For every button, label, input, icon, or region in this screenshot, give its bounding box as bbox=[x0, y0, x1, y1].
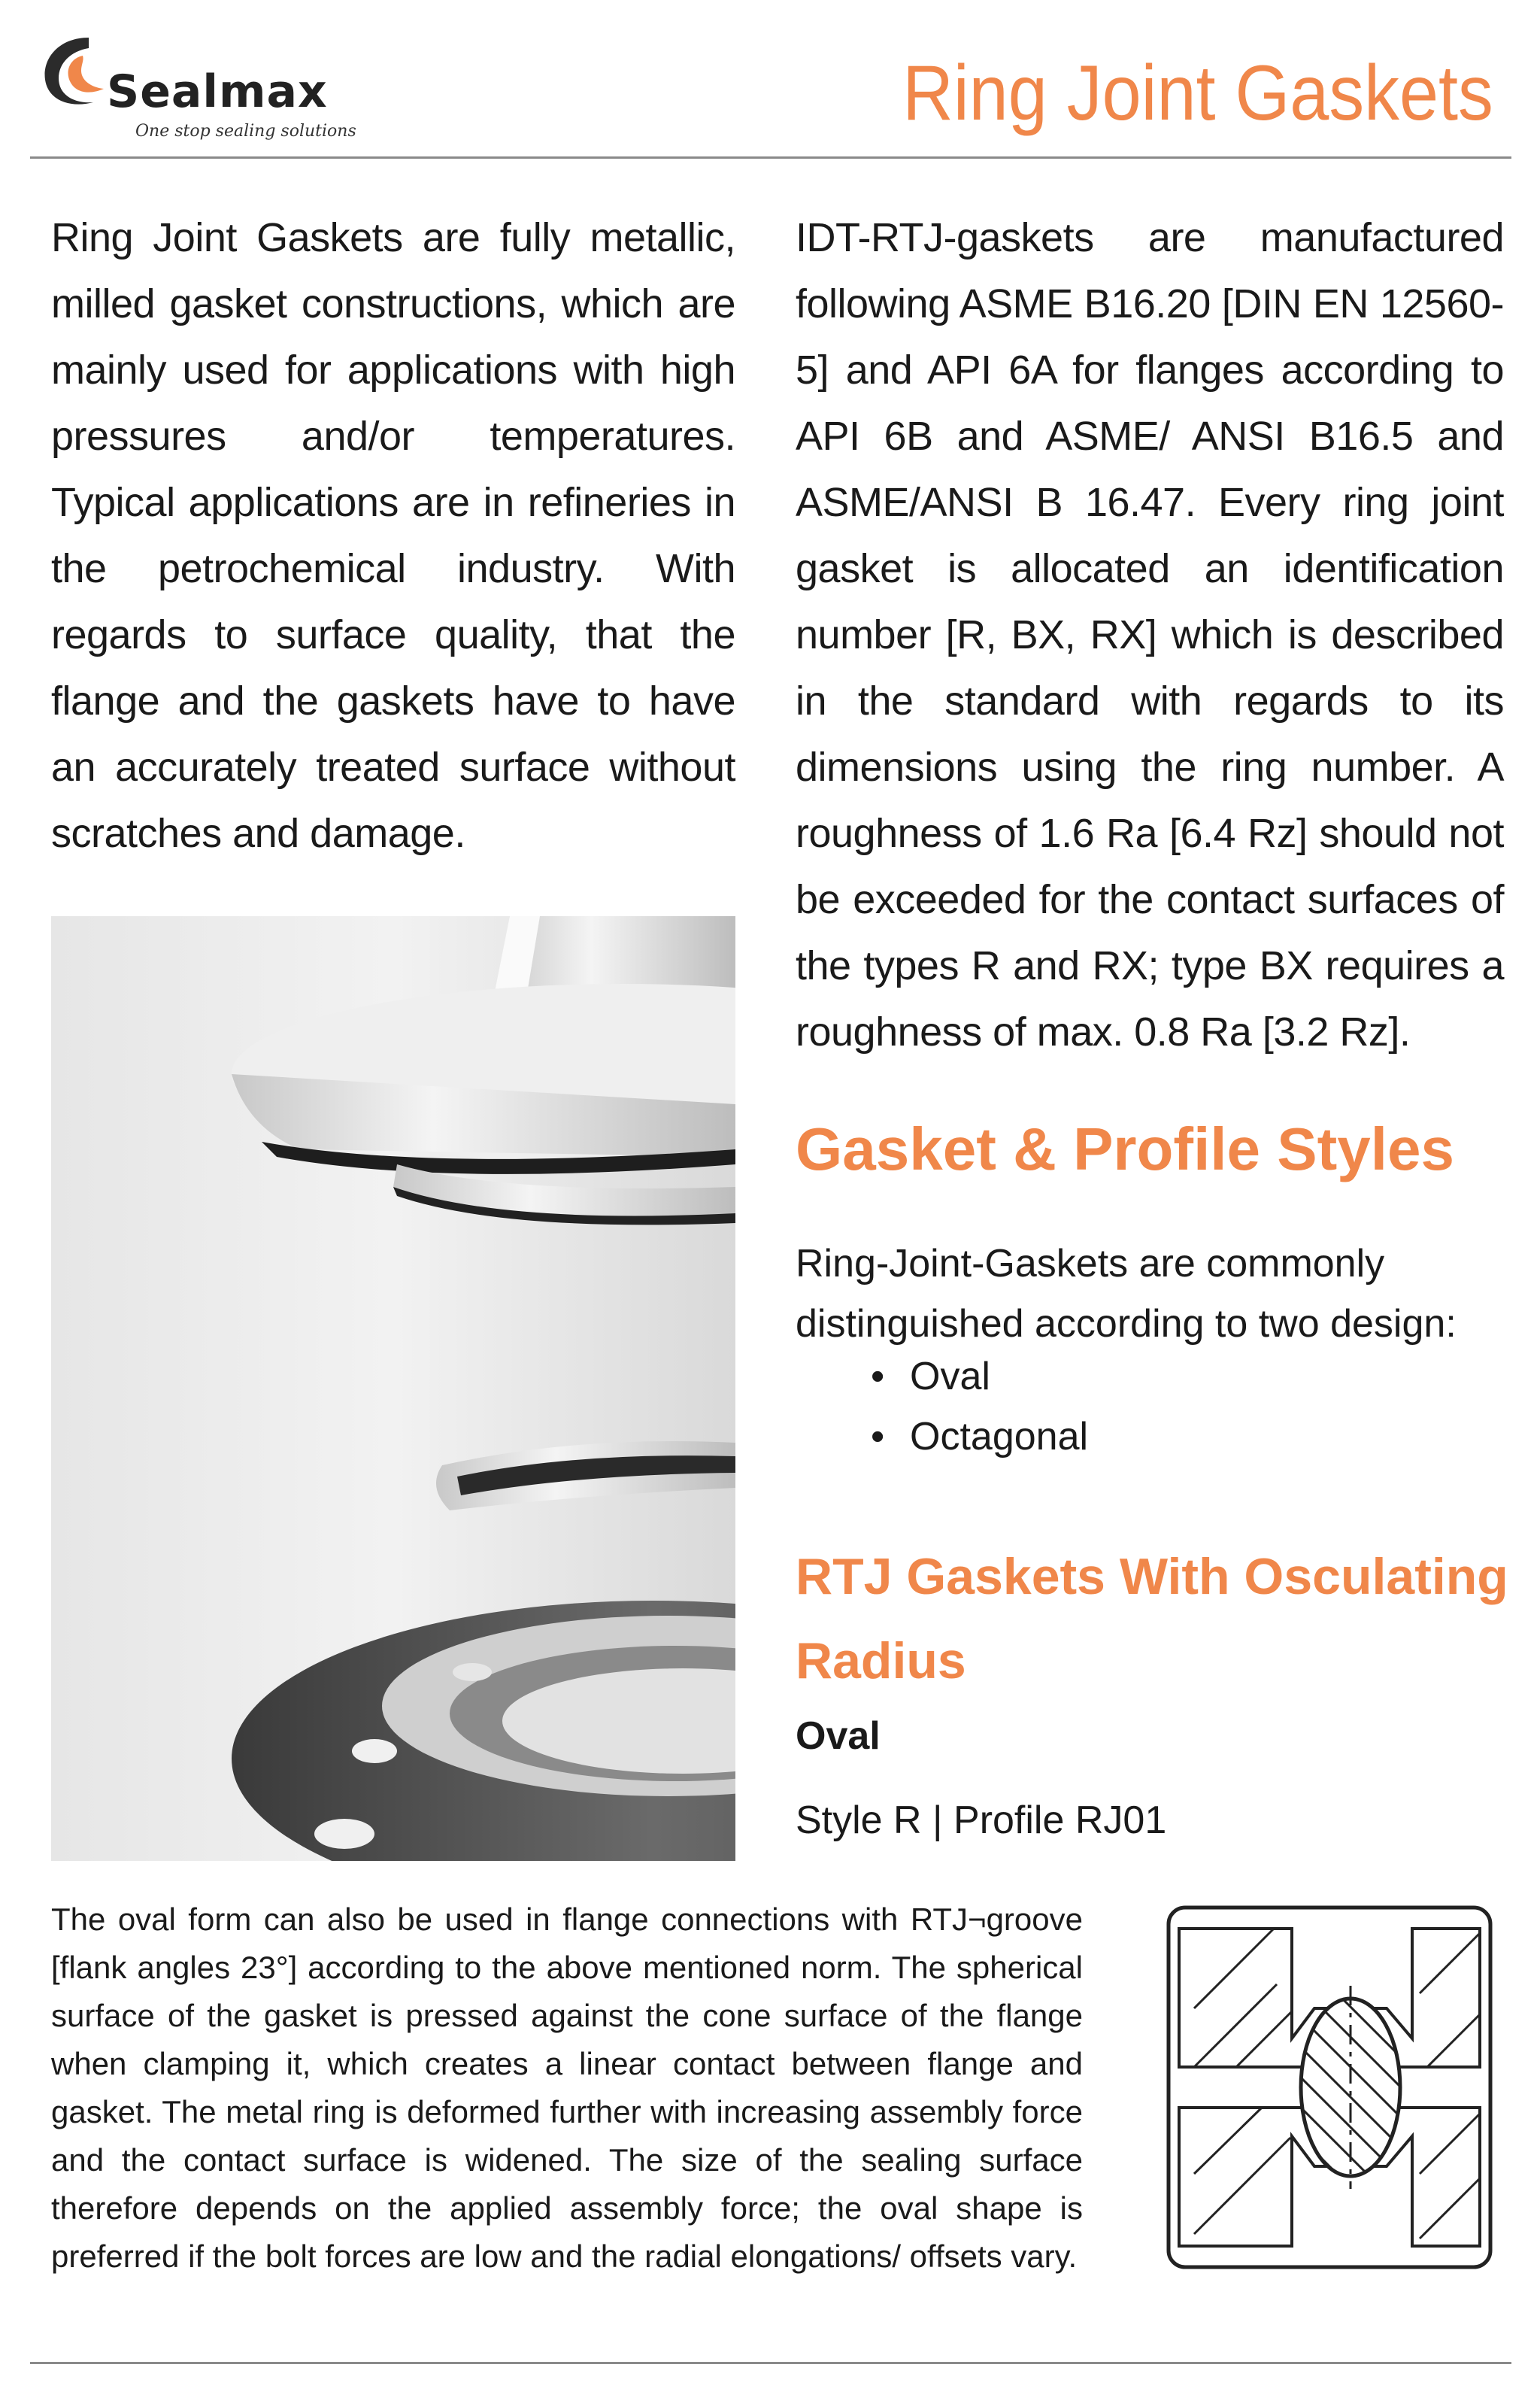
flange-gasket-photo bbox=[51, 916, 735, 1861]
sealmax-logo bbox=[36, 30, 412, 150]
oval-description: The oval form can also be used in flange connections with RTJ¬groove [flank angles 23°] according to the above mentioned norm. The spherical surface of the gasket is pressed against the cone surface of the flange when clamping it, which creates a linear contact between flange and gasket. The metal ring is deformed further with increasing assembly force and the contact surface is widened. The size of the sealing surface therefore depends on the applied assembly force; the oval shape is preferred if the bolt forces are low and the radial elongations/ offsets vary. bbox=[51, 1902, 1083, 2274]
section-heading-profile-styles: Gasket & Profile Styles bbox=[796, 1115, 1454, 1182]
section-heading-osculating-radius: RTJ Gaskets With Osculating Radius bbox=[796, 1548, 1508, 1689]
oval-gasket-diagram bbox=[1164, 1903, 1495, 2272]
oval-subheading: Oval bbox=[796, 1714, 881, 1758]
footer-divider bbox=[30, 2362, 1511, 2364]
logo-tagline: One stop sealing solutions bbox=[135, 122, 356, 141]
profile-styles-intro: Ring-Joint-Gaskets are commonly distinguished according to two design: bbox=[796, 1242, 1457, 1346]
intro-right-paragraph: IDT-RTJ-gaskets are manufactured following ASME B16.20 [DIN EN 12560-5] and API 6A for flanges according to API 6B and ASME/ ANSI B16.5 and ASME/ANSI B 16.47. Every ring joint gasket is allocated an identification number [R, BX, RX] which is described in the standard with regards to its dimensions using the ring number. A roughness of 1.6 Ra [6.4 Rz] should not be exceeded for the contact surfaces of the types R and RX; type BX requires a roughness of max. 0.8 Ra [3.2 Rz]. bbox=[796, 215, 1504, 1055]
intro-left-paragraph: Ring Joint Gaskets are fully metallic, milled gasket constructions, which are mainly used for applications with high pressures and/or temperatures. Typical applications are in refineries in the petrochemical industry. With regards to surface quality, that the flange and the gaskets have to have an accurately treated surface without scratches and damage. bbox=[51, 215, 735, 856]
bullet-icon: • bbox=[871, 1415, 885, 1458]
list-item: • Oval bbox=[850, 1346, 1088, 1407]
style-profile-line: Style R | Profile RJ01 bbox=[796, 1798, 1167, 1842]
header-divider bbox=[30, 156, 1511, 159]
bullet-icon: • bbox=[871, 1355, 885, 1398]
logo-wordmark: Sealmax bbox=[107, 65, 328, 118]
list-item: • Octagonal bbox=[850, 1407, 1088, 1467]
page-title: Ring Joint Gaskets bbox=[902, 50, 1493, 137]
design-list bbox=[850, 1346, 1088, 1467]
